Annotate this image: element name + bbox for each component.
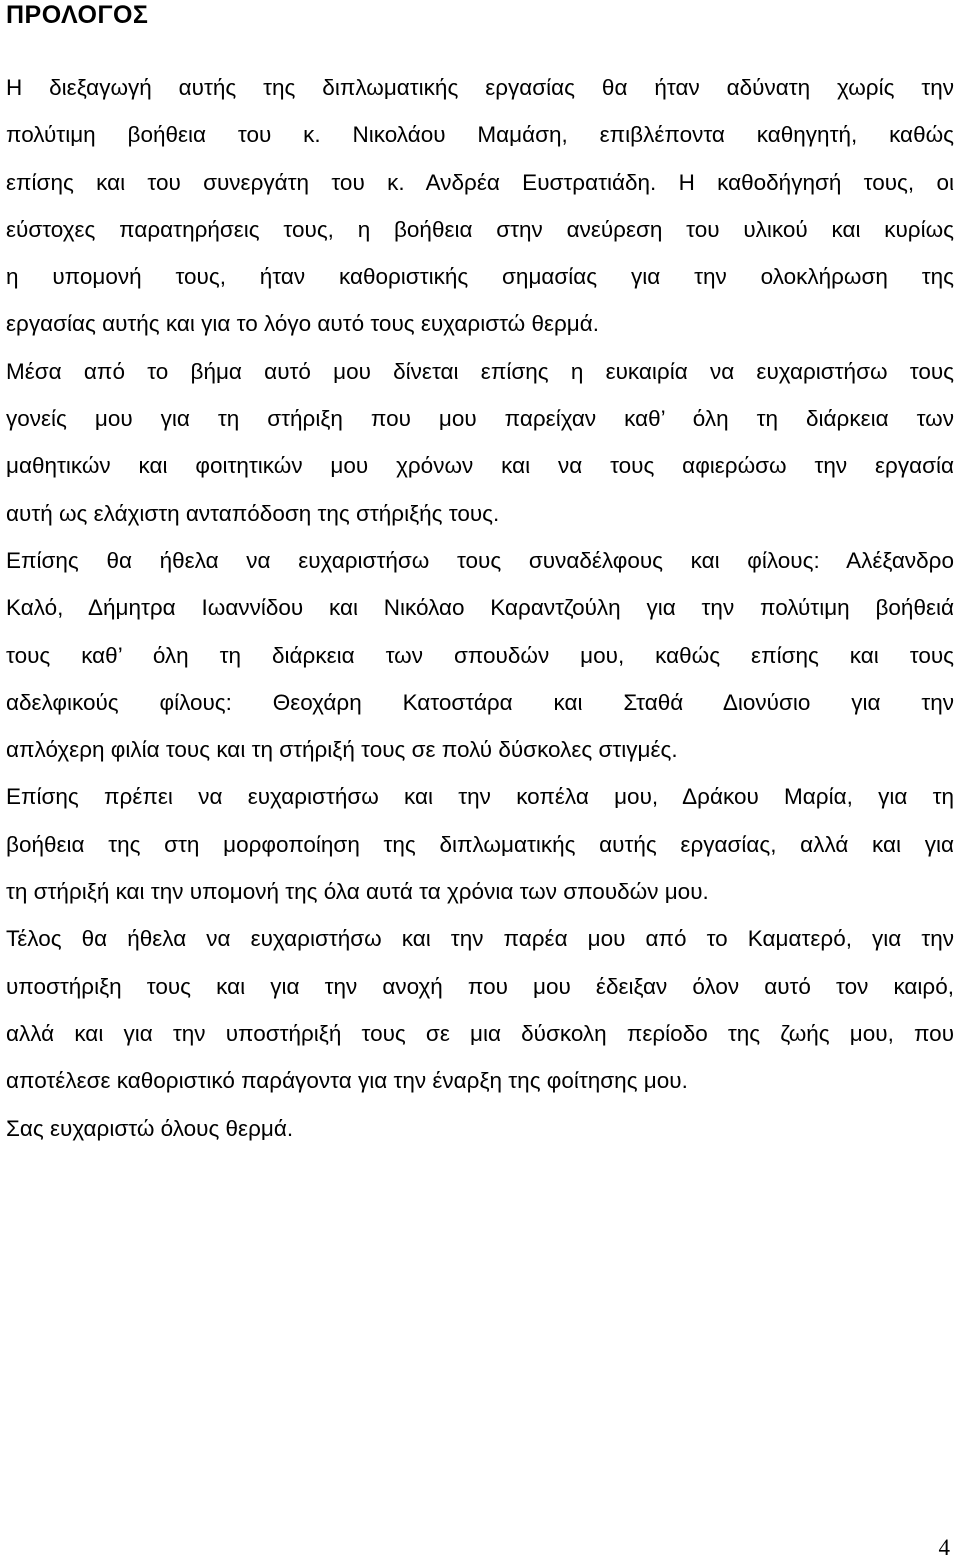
text-line-16: Επίσης πρέπει να ευχαριστήσω και την κοπέλα μου, Δράκου Μαρία, για τη: [6, 784, 954, 810]
text-line-2: πολύτιμη βοήθεια του κ. Νικολάου Μαμάση, επιβλέποντα καθηγητή, καθώς: [6, 122, 954, 148]
text-line-22: αποτέλεσε καθοριστικό παράγοντα για την έναρξη της φοίτησης μου.: [6, 1068, 688, 1094]
text-line-1: Η διεξαγωγή αυτής της διπλωματικής εργασίας θα ήταν αδύνατη χωρίς την: [6, 75, 954, 100]
text-line-13: τους καθ’ όλη τη διάρκεια των σπουδών μου, καθώς επίσης και τους: [6, 642, 954, 668]
text-line-4: εύστοχες παρατηρήσεις τους, η βοήθεια στην ανεύρεση του υλικού και κυρίως: [6, 216, 954, 242]
text-line-17: βοήθεια της στη μορφοποίηση της διπλωματικής αυτής εργασίας, αλλά και για: [6, 831, 954, 857]
text-line-9: μαθητικών και φοιτητικών μου χρόνων και να τους αφιερώσω την εργασία: [6, 453, 954, 479]
text-line-23: Σας ευχαριστώ όλους θερμά.: [6, 1115, 294, 1141]
page-number: 4: [938, 1535, 950, 1560]
text-line-15: απλόχερη φιλία τους και τη στήριξή τους σε πολύ δύσκολες στιγμές.: [6, 737, 678, 763]
text-line-11: Επίσης θα ήθελα να ευχαριστήσω τους συναδέλφους και φίλους: Αλέξανδρο: [6, 547, 954, 573]
text-line-6: εργασίας αυτής και για το λόγο αυτό τους ευχαριστώ θερμά.: [6, 311, 600, 337]
text-line-8: γονείς μου για τη στήριξη που μου παρείχαν καθ’ όλη τη διάρκεια των: [6, 406, 954, 432]
text-line-3: επίσης και του συνεργάτη του κ. Ανδρέα Ευστρατιάδη. Η καθοδήγησή τους, οι: [6, 169, 954, 195]
text-line-20: υποστήριξη τους και για την ανοχή που μου έδειξαν όλον αυτό τον καιρό,: [6, 973, 954, 999]
text-line-5: η υπομονή τους, ήταν καθοριστικής σημασίας για την ολοκλήρωση της: [6, 264, 954, 290]
text-line-19: Τέλος θα ήθελα να ευχαριστήσω και την παρέα μου από το Καματερό, για την: [6, 926, 954, 952]
text-line-12: Καλό, Δήμητρα Ιωαννίδου και Νικόλαο Καραντζούλη για την πολύτιμη βοήθειά: [6, 595, 954, 621]
page-title: ΠΡΟΛΟΓΟΣ: [6, 1, 149, 29]
text-line-10: αυτή ως ελάχιστη ανταπόδοση της στήριξής τους.: [6, 500, 500, 526]
text-line-7: Μέσα από το βήμα αυτό μου δίνεται επίσης η ευκαιρία να ευχαριστήσω τους: [6, 358, 954, 384]
text-line-14: αδελφικούς φίλους: Θεοχάρη Κατοστάρα και Σταθά Διονύσιο για την: [6, 689, 954, 715]
body-text: [6, 64, 954, 1152]
text-line-18: τη στήριξή και την υπομονή της όλα αυτά τα χρόνια των σπουδών μου.: [6, 879, 709, 905]
text-line-21: αλλά και για την υποστήριξή τους σε μια δύσκολη περίοδο της ζωής μου, που: [6, 1020, 954, 1046]
